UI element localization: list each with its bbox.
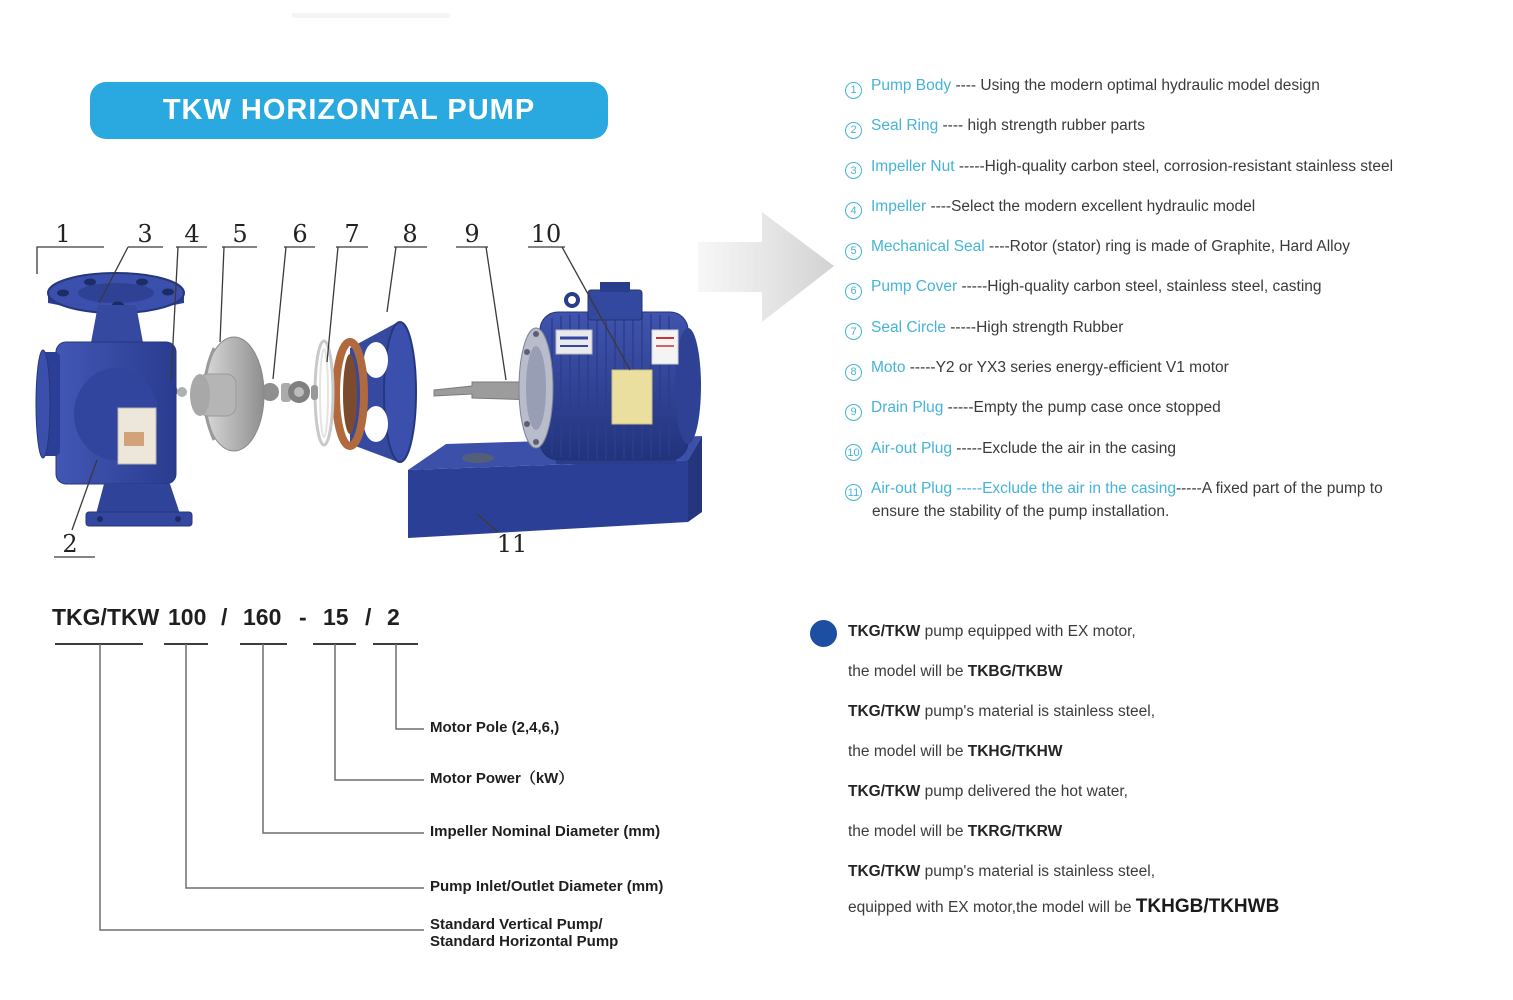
model-code-impeller: 160: [243, 604, 282, 630]
model-code-series: TKG/TKW: [52, 604, 160, 630]
model-code-inlet: 100: [168, 604, 207, 630]
title-banner: [90, 82, 608, 139]
circled-number: 10: [845, 444, 862, 461]
motor: [540, 282, 701, 464]
label-motor-pole: Motor Pole (2,4,6,): [430, 719, 560, 736]
arrow-right-icon: [698, 212, 834, 322]
pump-cover: [336, 322, 416, 462]
callout-1: 1: [55, 220, 71, 248]
list-item: 10 Air-out Plug -----Exclude the air in the casing: [845, 429, 1500, 469]
circled-number: 7: [845, 323, 862, 340]
note-group: TKG/TKW pump's material is stainless steel, the model will be TKHG/TKHW: [848, 703, 1156, 760]
list-item: 6 Pump Cover -----High-quality carbon steel, stainless steel, casting: [845, 267, 1500, 307]
pump-body: [36, 273, 192, 526]
circled-number: 2: [845, 122, 862, 139]
callout-11: 11: [496, 530, 528, 558]
bullet-icon: [810, 620, 837, 647]
callout-3: 3: [137, 220, 153, 248]
model-code-connector-lines: [0, 590, 760, 1000]
callout-9: 9: [464, 220, 480, 248]
model-variant-notes: [848, 612, 1488, 923]
list-item: 1 Pump Body ---- Using the modern optimal hydraulic model design: [845, 66, 1500, 106]
model-code-pole: 2: [387, 604, 400, 630]
circled-number: 4: [845, 202, 862, 219]
impeller: [190, 337, 264, 451]
list-item: 2 Seal Ring ---- high strength rubber parts: [845, 106, 1500, 146]
circled-number: 1: [845, 82, 862, 99]
model-code-slash: /: [221, 604, 228, 630]
note-group: TKG/TKW pump's material is stainless steel, equipped with EX motor,the model will be TKHGB/TKHWB: [848, 863, 1280, 917]
callout-2: 2: [62, 530, 78, 558]
callout-4: 4: [184, 220, 200, 248]
circled-number: 5: [845, 243, 862, 260]
callout-10: 10: [530, 220, 562, 248]
list-item: 11 Air-out Plug -----Exclude the air in the casing-----A fixed part of the pump to ensure the stability of the pump installation.: [845, 469, 1500, 523]
label-motor-power: Motor Power（kW）: [430, 770, 574, 787]
circled-number: 8: [845, 364, 862, 381]
model-code-power: 15: [323, 604, 349, 630]
model-code-dash: -: [299, 604, 307, 630]
note-group: TKG/TKW pump delivered the hot water, the model will be TKRG/TKRW: [848, 783, 1128, 840]
circled-number: 9: [845, 404, 862, 421]
callout-7: 7: [344, 220, 360, 248]
callout-8: 8: [402, 220, 418, 248]
pump-exploded-diagram: [0, 190, 850, 580]
list-item: 9 Drain Plug -----Empty the pump case once stopped: [845, 388, 1500, 428]
callout-5: 5: [232, 220, 248, 248]
circled-number: 6: [845, 283, 862, 300]
list-item: 3 Impeller Nut -----High-quality carbon steel, corrosion-resistant stainless steel: [845, 147, 1500, 187]
circled-number: 3: [845, 162, 862, 179]
list-item: 4 Impeller ----Select the modern excellent hydraulic model: [845, 187, 1500, 227]
model-code-slash2: /: [365, 604, 372, 630]
list-item: 5 Mechanical Seal ----Rotor (stator) ring is made of Graphite, Hard Alloy: [845, 227, 1500, 267]
list-item: 7 Seal Circle -----High strength Rubber: [845, 308, 1500, 348]
scan-artifact: [292, 13, 450, 18]
circled-number: 11: [845, 484, 862, 501]
label-standard-pump: Standard Vertical Pump/ Standard Horizontal Pump: [430, 916, 619, 950]
callout-6: 6: [292, 220, 308, 248]
parts-list: [845, 66, 1500, 522]
list-item: 8 Moto -----Y2 or YX3 series energy-efficient V1 motor: [845, 348, 1500, 388]
label-inlet-outlet: Pump Inlet/Outlet Diameter (mm): [430, 878, 664, 895]
label-impeller-diameter: Impeller Nominal Diameter (mm): [430, 823, 661, 840]
page-title: TKW HORIZONTAL PUMP: [162, 94, 536, 126]
motor-shaft: [434, 328, 553, 448]
note-group: TKG/TKW pump equipped with EX motor, the model will be TKBG/TKBW: [848, 623, 1136, 680]
